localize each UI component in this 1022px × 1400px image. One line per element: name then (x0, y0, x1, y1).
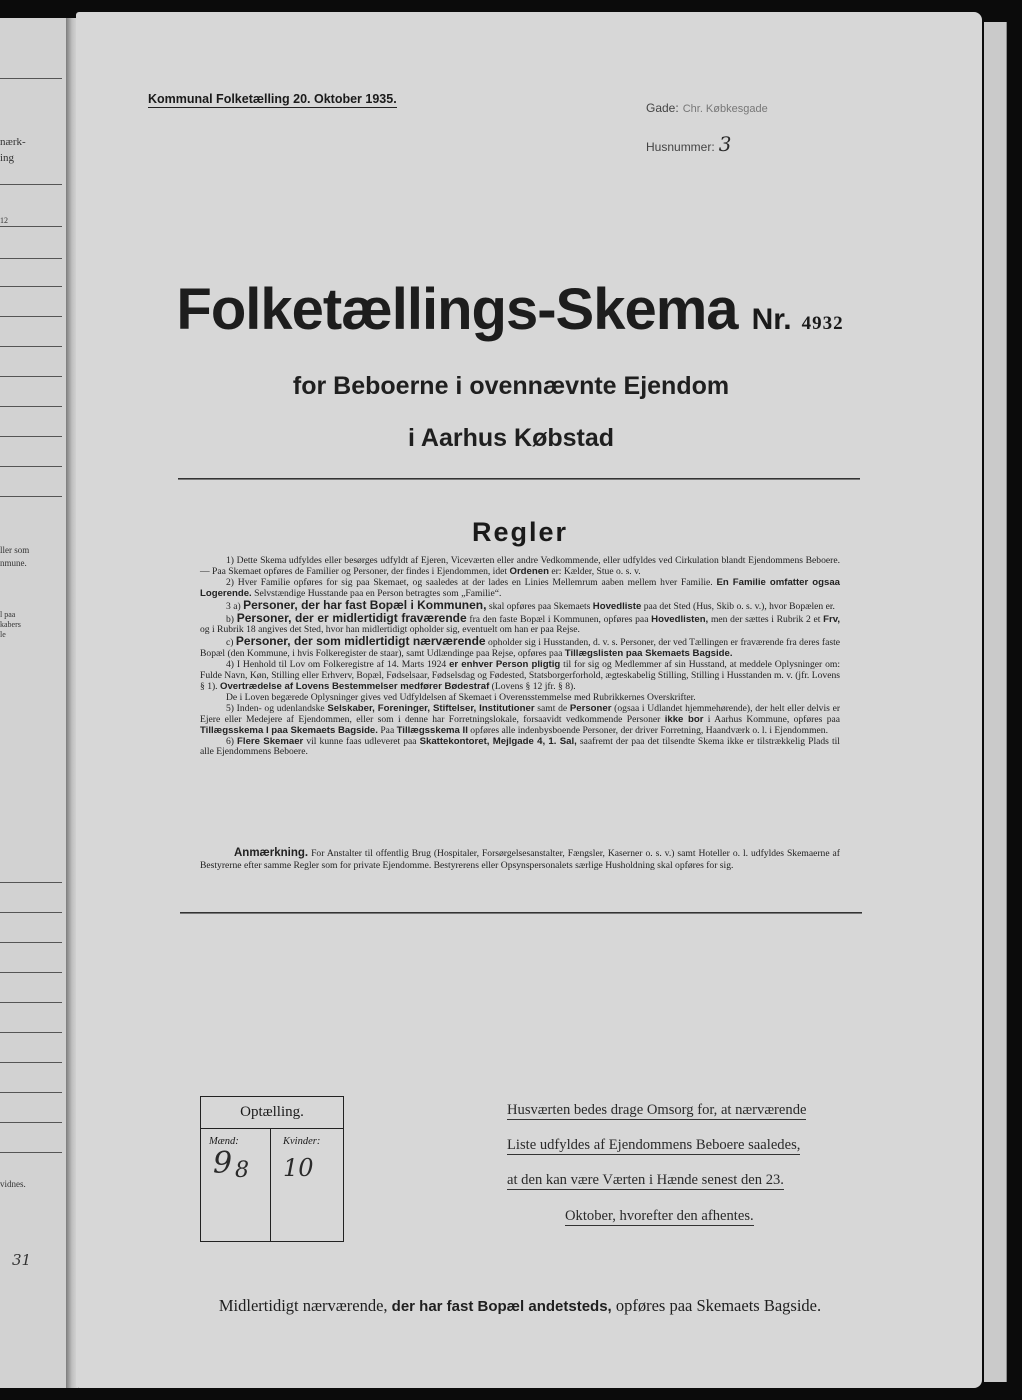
husnummer-label: Husnummer: (646, 140, 715, 154)
rule-line (0, 346, 62, 347)
husnummer-value: 3 (718, 132, 732, 156)
rule-3c: c) Personer, der som midlertidigt nærværende opholder sig i Husstanden, d. v. s. Personer, der ved Tællingen er fraværende fra deres faste Bopæl (den Kommune, i hvis Folkeregister de staar), samt Udlændinge paa Rejse, opføres paa Tillægslisten paa Skemaets Bagside. (200, 634, 840, 660)
footer-text-bold: der har fast Bopæl andetsteds, (391, 1298, 612, 1315)
form-number-value: 4932 (801, 313, 844, 334)
rule-line (0, 466, 62, 467)
left-fragment-text: le (0, 630, 6, 639)
rule-line (0, 286, 62, 287)
optaelling-box (200, 1096, 344, 1242)
rule-line (0, 1152, 62, 1153)
left-fragment-text: ing (0, 152, 15, 164)
optaelling-title: Optælling. (201, 1097, 343, 1129)
rule-line (0, 78, 62, 79)
rule-line (0, 1032, 62, 1033)
rule-line (0, 316, 62, 317)
rules-heading: Regler (471, 517, 569, 547)
left-fragment-text: nmune. (0, 558, 27, 568)
footer-note (120, 1296, 920, 1316)
rule-line (0, 406, 62, 407)
rule-4: 4) I Henhold til Lov om Folkeregistre af 14. Marts 1924 er enhver Person pligtig til for sig og Medlemmer af sin Husstand, at meddele Oplysninger om: Fulde Navn, Køn, Stilling eller Erhverv, Bopæl, Fødselsaar, Fødselsdag og Fødested, Statsborgerforhold, ægteskabelig Stilling, Stilling i Husstanden m. v. (jfr. Lovens § 1). Overtrædelse af Lovens Bestemmelser medfører Bødestraf (Lovens § 12 jfr. § 8). (200, 659, 841, 692)
form-title (100, 276, 920, 343)
maend-label: Mænd: (209, 1136, 239, 1147)
anmaerkning-note (200, 848, 840, 871)
rule-line (0, 1122, 62, 1123)
rule-line (0, 496, 62, 497)
census-header-label: Kommunal Folketælling 20. Oktober 1935. (148, 92, 397, 106)
left-page-fragment (0, 18, 74, 1388)
rule-line (0, 1092, 62, 1093)
rule-line (0, 972, 62, 973)
rule-6: 6) Flere Skemaer vil kunne faas udleveret paa Skattekontoret, Mejlgade 4, 1. Sal, saafremt der paa det tilsendte Skema ikke er tilstrækkelig Plads til alle Ejendommens Beboere. (200, 735, 840, 758)
kvinder-column (271, 1128, 343, 1241)
left-fragment-text: kabers (0, 620, 21, 629)
notice-line: at den kan være Værten i Hænde senest den 23. (507, 1172, 784, 1188)
husnummer-field (646, 132, 731, 156)
left-fragment-text: nærk- (0, 136, 26, 148)
rules-body (200, 556, 840, 758)
rule-3a: 3 a) Personer, der har fast Bopæl i Kommunen, skal opføres paa Skemaets Hovedliste paa det Sted (Hus, Skib o. s. v.), hvor Bopælen er. (226, 597, 835, 612)
divider-line (178, 478, 860, 480)
maend-value-corrected: 8 (235, 1158, 249, 1183)
kvinder-label: Kvinder: (283, 1136, 321, 1147)
form-subtitle: for Beboerne i ovennævnte Ejendom (292, 372, 730, 400)
rule-line (0, 1062, 62, 1063)
anmaerkning-lead: Anmærkning. (234, 847, 309, 859)
left-fragment-text: ller som (0, 545, 30, 555)
gade-value: Chr. Købkesgade (682, 103, 768, 115)
kvinder-value: 10 (283, 1154, 314, 1182)
left-fragment-handwriting: 31 (12, 1251, 32, 1269)
gade-field (646, 99, 768, 117)
anmaerkning-text: For Anstalter til offentlig Brug (Hospitaler, Forsørgelsesanstalter, Fængsler, Kaserner o. s. v.) samt Hoteller o. l. udfyldes Skemaerne af Bestyrerne efter samme Regler som for private Ejendomme. Bestyrerens eller Opsynspersonalets særlige Husholdning skal opføres for sig. (200, 848, 840, 871)
maend-value: 9 (213, 1146, 233, 1181)
rule-1: 1) Dette Skema udfyldes eller besørges udfyldt af Ejeren, Viceværten eller andre Vedkommende, eller udfyldes ved Cirkulation blandt Ejendommens Beboere. — Paa Skemaet opføres de Familier og Personer, der findes i Ejendommen, idet Ordenen er: Kælder, Stue o. s. v. (200, 555, 840, 577)
gade-label: Gade: (646, 101, 679, 115)
rule-4-note: De i Loven begærede Oplysninger gives ved Udfyldelsen af Skemaet i Overensstemmelse med Rubrikkernes Overskrifter. (226, 691, 696, 703)
form-number-label: Nr. (751, 303, 792, 336)
rule-line (0, 226, 62, 227)
form-title-main: Folketællings-Skema (176, 277, 738, 342)
page-edge (1002, 22, 1007, 1382)
rule-line (0, 942, 62, 943)
rule-3b: b) Personer, der er midlertidigt fraværende fra den faste Bopæl i Kommunen, opføres paa Hovedlisten, men der sættes i Rubrik 2 et Frv, og i Rubrik 18 angives det Sted, hvor han midlertidigt opholder sig, eventuelt om han er paa Rejse. (200, 610, 841, 636)
notice-line: Oktober, hvorefter den afhentes. (565, 1208, 754, 1224)
rule-line (0, 912, 62, 913)
rule-5: 5) Inden- og udenlandske Selskaber, Foreninger, Stiftelser, Institutioner samt de Personer (ogsaa i Udlandet hjemmehørende), der helt eller delvis er Ejere eller Medejere af Ejendommen, eller som i denne har Forretningslokale, forsaavidt vedkommende Personer ikke bor i Aarhus Kommune, opføres paa Tillægsskema I paa Skemaets Bagside. Paa Tillægsskema II opføres alle indenbysboende Personer, der driver Forretning, Haandværk o. l. i Ejendommen. (200, 702, 841, 736)
notice-line: Liste udfyldes af Ejendommens Beboere saaledes, (507, 1137, 801, 1153)
rule-line (0, 1002, 62, 1003)
form-subtitle: i Aarhus Købstad (407, 424, 615, 452)
divider-line (180, 912, 862, 914)
left-fragment-text: 12 (0, 216, 8, 225)
rule-2: 2) Hver Familie opføres for sig paa Skemaet, og saaledes at der lades en Linies Mellemrum aaben mellem hver Familie. En Familie omfatter ogsaa Logerende. Selvstændige Husstande paa en Person betragtes som „Familie“. (200, 576, 841, 599)
left-fragment-text: l paa (0, 610, 16, 619)
footer-text: Midlertidigt nærværende, (218, 1296, 388, 1315)
rule-line (0, 882, 62, 883)
left-fragment-text: vidnes. (0, 1179, 26, 1189)
notice-line: Husværten bedes drage Omsorg for, at nærværende (507, 1102, 807, 1118)
maend-column (201, 1128, 270, 1241)
rule-line (0, 184, 62, 185)
footer-text: opføres paa Skemaets Bagside. (615, 1296, 822, 1315)
rule-line (0, 258, 62, 259)
